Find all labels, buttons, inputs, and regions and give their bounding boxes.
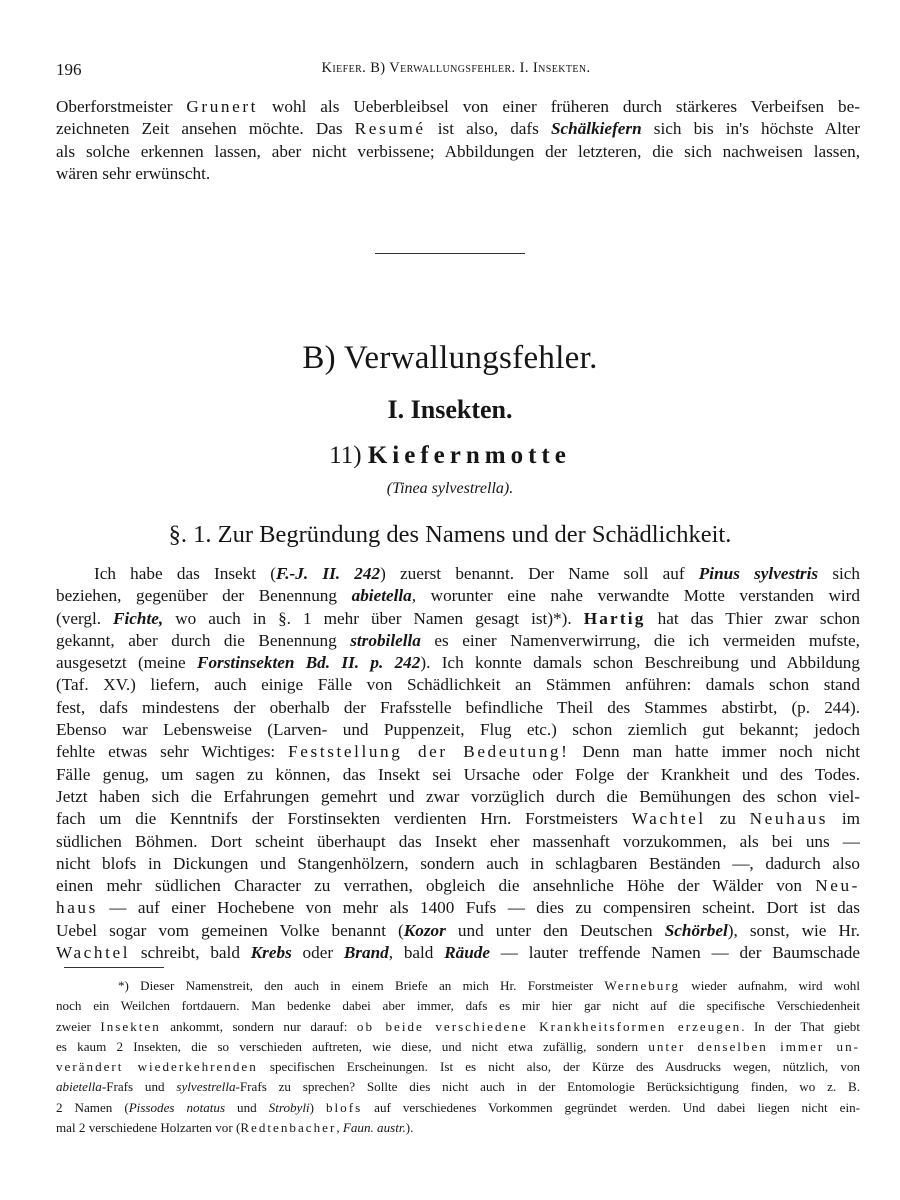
section-title: B) Verwallungsfehler. xyxy=(302,340,598,376)
text-line: fach um die Kenntnifs der Forstinsekten verdienten Hrn. Forstmeisters Wachtel zu Neuhaus im xyxy=(56,809,860,829)
text-line: fehlte etwas sehr Wichtiges: Feststellung der Bedeutung! Denn man hatte immer noch nicht xyxy=(56,742,860,762)
text-line: Fälle genug, um sagen zu können, das Insekt sei Ursache oder Folge der Krankheit und des Todes. xyxy=(56,764,860,784)
chapter-latin-name: (Tinea sylvestrella). xyxy=(386,480,514,497)
text-line: Jetzt haben sich die Erfahrungen gemehrt und zwar vorzüglich durch die Bemühungen des schon viel- xyxy=(56,786,860,806)
footnote-line: es kaum 2 Insekten, die so verschieden auftreten, wie diese, und nicht etwa zufällig, sondern unter denselben immer un- xyxy=(56,1038,860,1054)
footnote-line: noch ein Weilchen fortdauern. Man bedenke dabei aber immer, dafs es mir hier gar nicht auf die specifische Verschiedenheit xyxy=(56,998,860,1014)
section-divider xyxy=(375,253,525,254)
page-number: 196 xyxy=(56,60,82,79)
footnote-line: 2 Namen (Pissodes notatus und Strobyli) blofs auf verschiedenes Vorkommen gegründet werden. Und dabei liegen nicht ein- xyxy=(56,1099,861,1115)
footnote-line: zweier Insekten ankommt, sondern nur darauf: ob beide verschiedene Krankheitsformen erzeugen. In der That giebt xyxy=(56,1018,860,1034)
text-line: als solche erkennen lassen, aber nicht verbissene; Abbildungen der letzteren, die sich nachweisen lassen, xyxy=(56,141,860,161)
footnote-divider xyxy=(64,967,164,968)
text-line: Ebenso war Lebensweise (Larven- und Puppenzeit, Flug etc.) schon ziemlich gut bekannt; jedoch xyxy=(56,720,860,740)
footnote-line: *) Dieser Namenstreit, den auch in einem Briefe an mich Hr. Forstmeister Werneburg wieder aufnahm, wird wohl xyxy=(118,978,860,993)
text-line: Oberforstmeister Grunert wohl als Ueberbleibsel von einer früheren durch stärkeres Verbeifsen be- xyxy=(56,97,860,116)
text-line: haus — auf einer Hochebene von mehr als 1400 Fufs — dies zu compensiren scheint. Dort ist das xyxy=(56,898,860,918)
text-line: wären sehr erwünscht. xyxy=(56,163,211,183)
text-line: (Taf. XV.) liefern, auch einige Fälle von Schädlichkeit an Stämmen anführen: damals schon stand xyxy=(56,675,860,695)
text-line: zeichneten Zeit ansehen möchte. Das Resumé ist also, dafs Schälkiefern sich bis in's höchste Alter xyxy=(56,119,860,139)
text-line: südlichen Böhmen. Dort scheint überhaupt das Insekt eher massenhaft vorzukommen, als bei uns — xyxy=(56,831,860,851)
text-line: nicht blofs in Dickungen und Stangenhölzern, sondern auch in schlagbaren Beständen —, dadurch also xyxy=(56,853,860,873)
chapter-title xyxy=(0,442,900,470)
text-line: gekannt, aber durch die Benennung strobilella es einer Namenverwirrung, die ich vermeiden mufste, xyxy=(56,630,860,650)
running-title: Kiefer. B) Verwallungsfehler. I. Insekten. xyxy=(321,60,591,76)
footnote-line: abietella-Frafs und sylvestrella-Frafs zu sprechen? Sollte dies nicht auch in der Entomologie Berücksichtigung finden, wo z. B. xyxy=(56,1079,861,1095)
paragraph-title: §. 1. Zur Begründung des Namens und der Schädlichkeit. xyxy=(168,521,732,548)
text-line: (vergl. Fichte, wo auch in §. 1 mehr über Namen gesagt ist)*). Hartig hat das Thier zwar schon xyxy=(56,608,860,628)
footnote-line: verändert wiederkehrenden specifischen Erscheinungen. Ist es nicht also, der Kürze des Ausdrucks wegen, nützlich, von xyxy=(56,1059,860,1075)
chapter-name: Kiefernmotte xyxy=(367,442,571,469)
text-line: fest, dafs mindestens der oberhalb der Frafsstelle befindliche Theil des Stammes abstirbt, (p. 244). xyxy=(56,697,860,717)
footnote xyxy=(56,976,860,1138)
text-line: beziehen, gegenüber der Benennung abietella, worunter eine nahe verwandte Motte verstanden wird xyxy=(56,586,860,606)
part-title: I. Insekten. xyxy=(387,395,513,424)
text-line: Ich habe das Insekt (F.-J. II. 242) zuerst benannt. Der Name soll auf Pinus sylvestris sich xyxy=(94,564,861,583)
text-line: Wachtel schreibt, bald Krebs oder Brand, bald Räude — lauter treffende Namen — der Baumschade xyxy=(56,943,861,963)
chapter-number: 11) xyxy=(329,442,362,469)
footnote-line: mal 2 verschiedene Holzarten vor (Redtenbacher, Faun. austr.). xyxy=(56,1120,414,1136)
running-head xyxy=(50,60,862,82)
text-line: einen mehr südlichen Character zu verrathen, obgleich die ansehnliche Höhe der Wälder von Neu- xyxy=(56,876,860,896)
body-paragraph xyxy=(56,563,860,964)
intro-paragraph xyxy=(56,96,860,185)
text-line: ausgesetzt (meine Forstinsekten Bd. II. p. 242). Ich konnte damals schon Beschreibung und Abbildung xyxy=(56,653,860,673)
text-line: Uebel sogar vom gemeinen Volke benannt (Kozor und unter den Deutschen Schörbel), sonst, wie Hr. xyxy=(56,920,860,940)
